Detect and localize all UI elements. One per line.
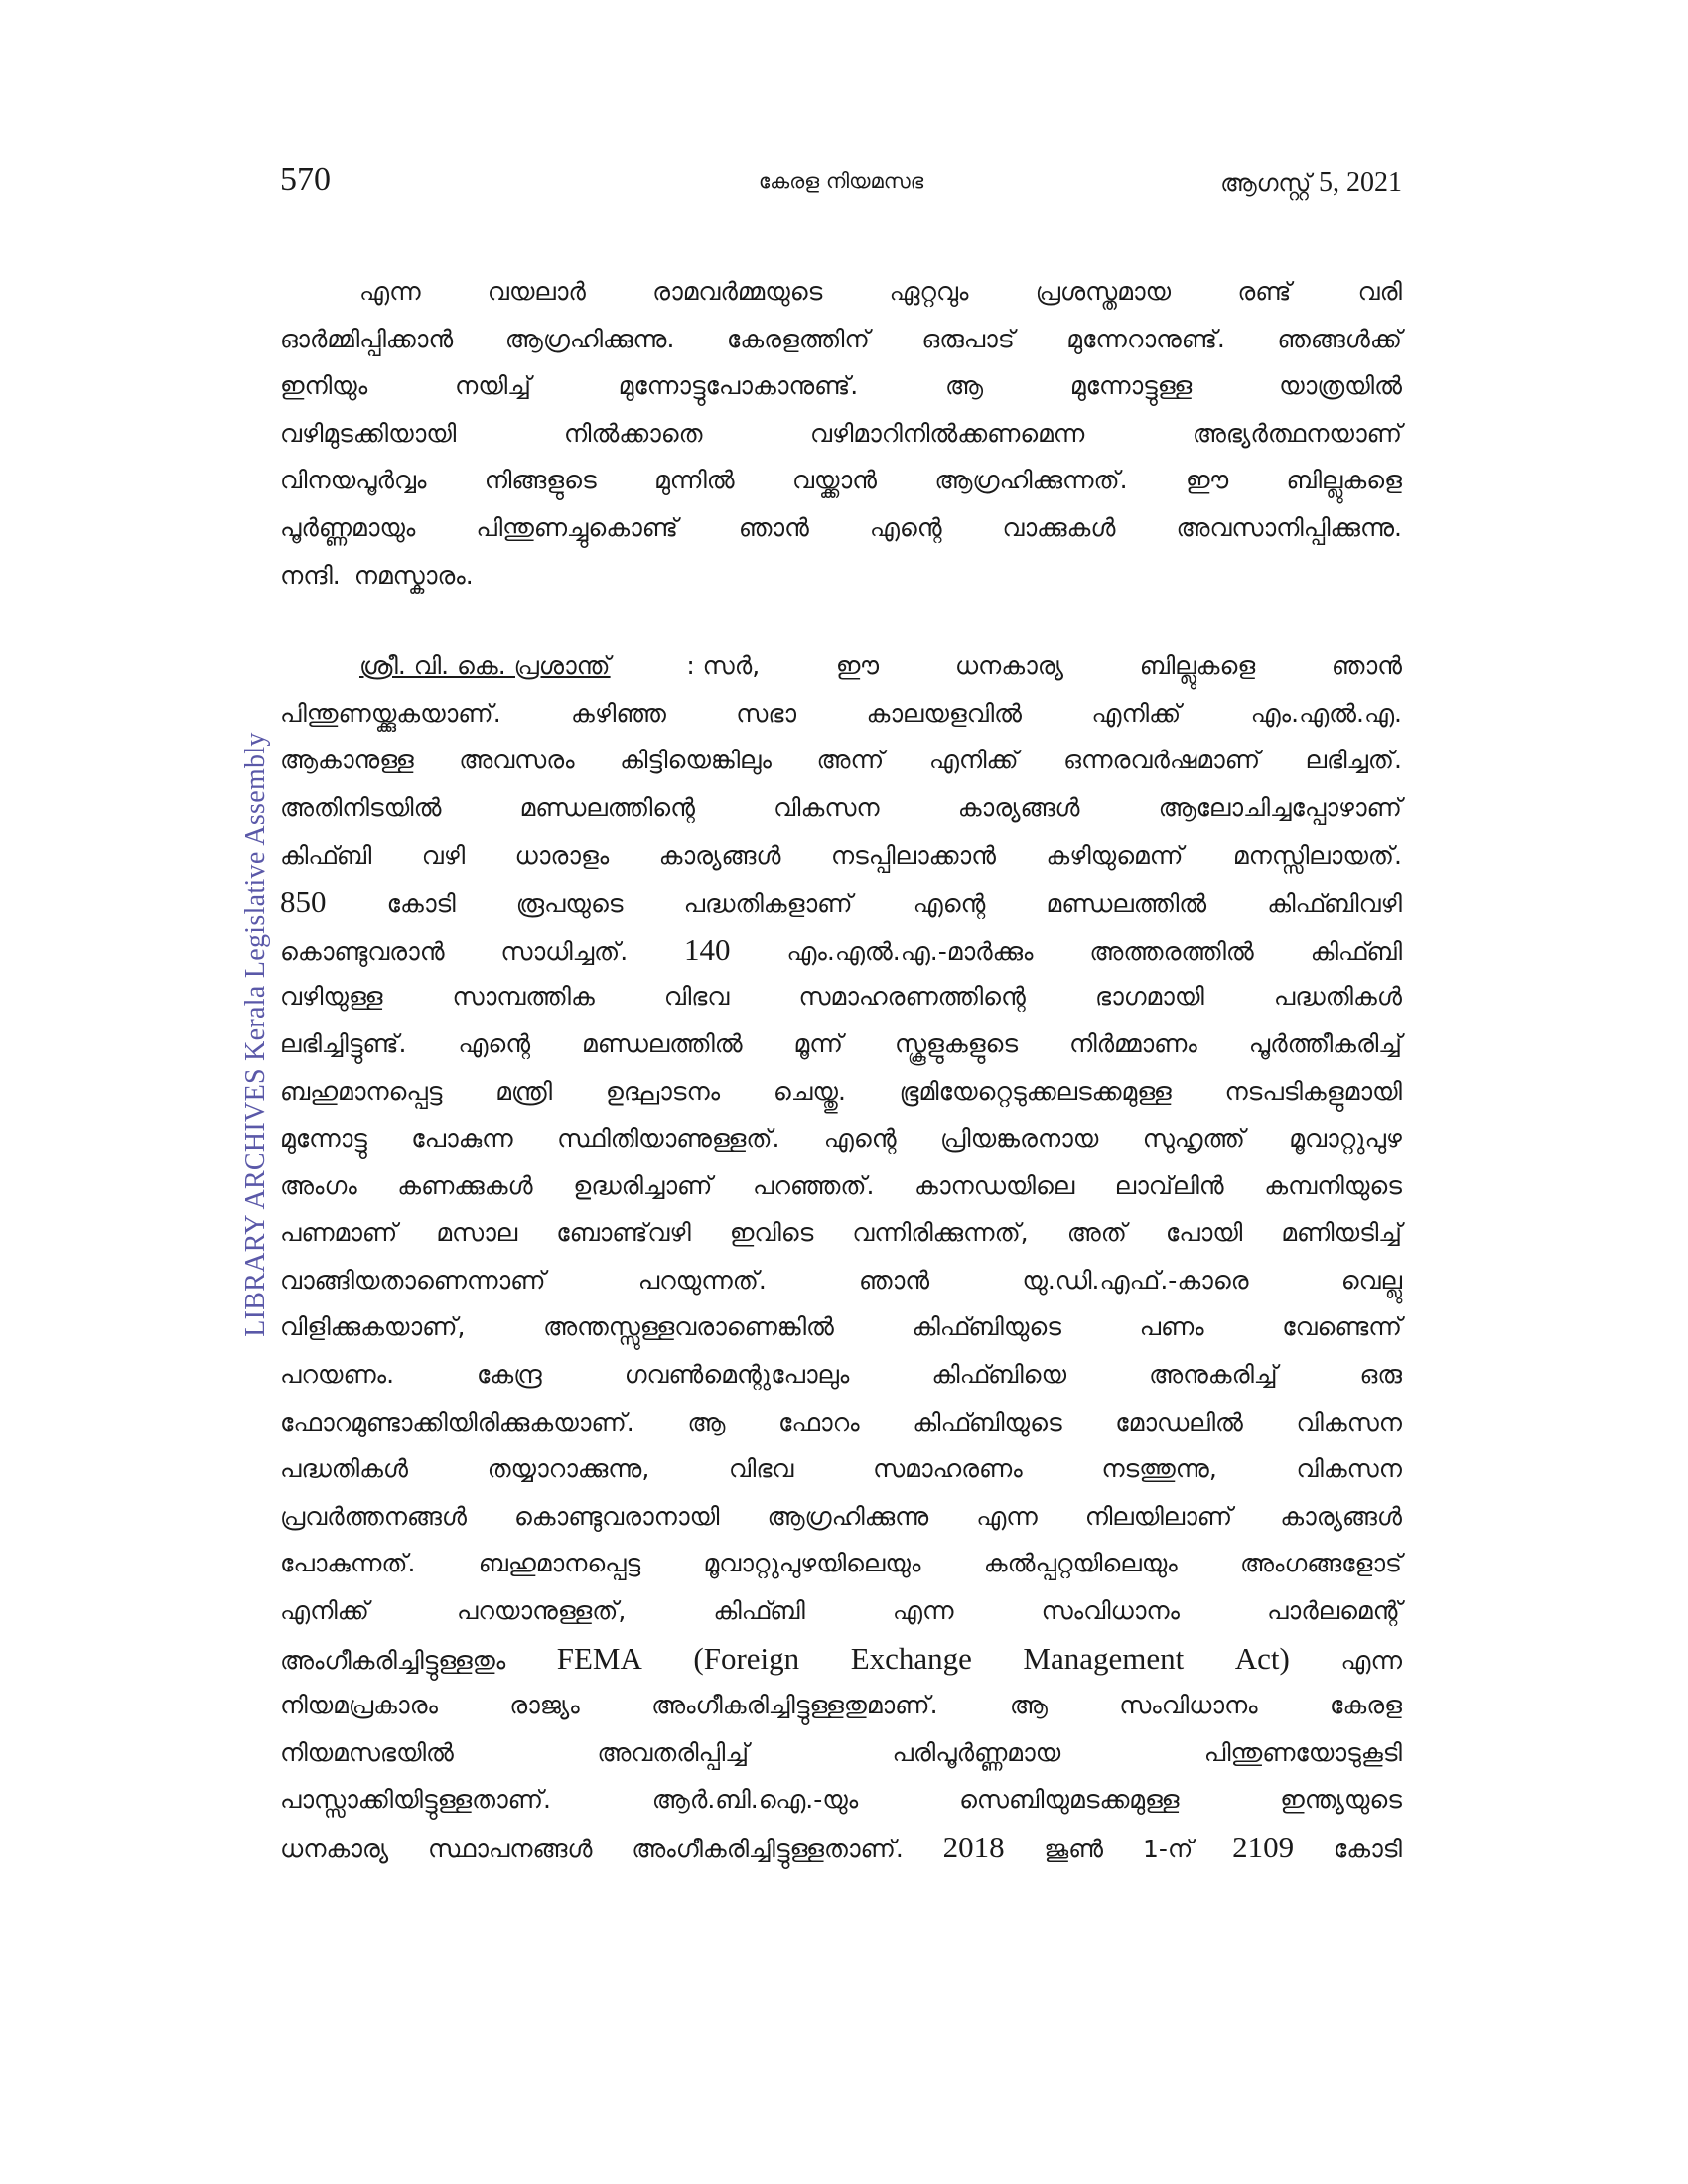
word: വഴി (421, 840, 466, 870)
word: എനിക്ക് (928, 746, 1019, 775)
word: അംഗീകരിച്ചിട്ടുള്ളതും (280, 1645, 506, 1675)
word: കോടി (386, 889, 456, 919)
word: അന്ന് (816, 746, 885, 775)
word: കൊണ്ടുവരാൻ (280, 936, 445, 966)
text-line (280, 1635, 1402, 1683)
paragraph-2 (280, 642, 1402, 1870)
word: ധനകാര്യ (280, 1835, 389, 1863)
text-line (280, 784, 1402, 832)
word: നിങ്ങളുടെ (484, 466, 597, 495)
word: പോകുന്ന (411, 1124, 513, 1154)
text-line (280, 457, 1402, 504)
word: മുന്നേറാനുണ്ട്. (1066, 324, 1225, 353)
word: മൂന്ന് (793, 1028, 844, 1058)
word: സമാഹരണം (873, 1454, 1023, 1484)
text-line (280, 504, 1402, 552)
text-line (280, 410, 1402, 458)
word: അതിനിടയിൽ (280, 792, 442, 822)
word: സഭാ (736, 698, 797, 728)
word: നടത്തുന്നു, (1101, 1454, 1217, 1484)
word: : സർ, (686, 651, 761, 681)
word: വഴിമുടക്കിയായി (280, 418, 457, 448)
word: വിഭവ (728, 1454, 794, 1484)
speaker-name: ശ്രീ. വി. കെ. പ്രശാന്ത് (359, 651, 611, 681)
word: ഒരുപാട് (921, 324, 1015, 353)
word: പോകുന്നത്. (280, 1549, 416, 1578)
word: കോടി (1333, 1835, 1402, 1863)
word: വേണ്ടെന്ന് (1282, 1312, 1402, 1342)
word: എന്ന (976, 1501, 1038, 1531)
word: നിൽക്കാതെ (563, 418, 703, 448)
word: ധനകാര്യ (954, 651, 1064, 681)
word: പദ്ധതികളാണ് (683, 889, 853, 919)
text-line (280, 1209, 1402, 1257)
word: കിഫ്ബിയുടെ (912, 1312, 1061, 1342)
text-line (280, 1824, 1402, 1871)
word: പൂർത്തീകരിച്ച് (1248, 1028, 1402, 1058)
word: പറയാനുള്ളത്, (456, 1596, 627, 1626)
word: അംഗീകരിച്ചിട്ടുള്ളതാണ്. (632, 1835, 904, 1863)
word: ഇനിയും (280, 371, 368, 401)
word: എന്റെ (913, 889, 986, 919)
word: Exchange (850, 1640, 972, 1676)
word: വികസന (1296, 1454, 1402, 1484)
word: കഴിഞ്ഞ (571, 698, 666, 728)
word: പോയി (1165, 1218, 1243, 1248)
word: സമാഹരണത്തിന്റെ (798, 982, 1026, 1012)
word: സാമ്പത്തിക (452, 982, 595, 1012)
word: അവതരിപ്പിച്ച് (597, 1737, 749, 1767)
word: മണ്ഡലത്തിൽ (582, 1028, 743, 1058)
word: സംവിധാനം (1041, 1596, 1181, 1626)
text-line (280, 1115, 1402, 1162)
word: പദ്ധതികൾ (1273, 982, 1402, 1012)
word: കാര്യങ്ങൾ (957, 792, 1080, 822)
text-line (280, 552, 1402, 600)
word: ലഭിച്ചത്. (1305, 746, 1402, 775)
word: രൂപയുടെ (515, 889, 624, 919)
text-line (280, 1162, 1402, 1210)
word: ഭാഗമായി (1094, 982, 1204, 1012)
text-line (280, 1445, 1402, 1493)
word: മണ്ഡലത്തിന്റെ (519, 792, 695, 822)
word: പിന്തുണയ്ക്കുകയാണ്. (280, 698, 501, 728)
paragraph-gap (280, 599, 1402, 642)
word: വികസന (774, 792, 880, 822)
word: നന്ദി. (280, 560, 341, 590)
word: FEMA (556, 1640, 642, 1676)
header-date (1220, 167, 1402, 199)
word: നടപ്പിലാക്കാൻ (830, 840, 996, 870)
header-date-month: ആഗസ്റ്റ് (1220, 169, 1312, 197)
text-line (280, 690, 1402, 738)
word: 1-ന് (1142, 1835, 1194, 1863)
word: പരിപൂർണ്ണമായ (892, 1737, 1061, 1767)
word: ഞങ്ങൾക്ക് (1277, 324, 1402, 353)
word: ആ (687, 1407, 726, 1436)
word: വഴിമാറിനിൽക്കണമെന്ന (810, 418, 1085, 448)
word: അംഗങ്ങളോട് (1240, 1549, 1402, 1578)
word: വിളിക്കുകയാണ്, (280, 1312, 466, 1342)
word: ഒരു (1359, 1360, 1402, 1390)
word: വാങ്ങിയതാണെന്നാണ് (280, 1265, 546, 1295)
word: പറയുന്നത്. (637, 1265, 767, 1295)
text-line (280, 879, 1402, 926)
text-line (280, 926, 1402, 974)
word: പ്രിയങ്കരനായ (939, 1124, 1099, 1154)
word: മുന്നോട്ടുള്ള (1069, 371, 1193, 401)
word: വയ്ക്കാൻ (791, 466, 877, 495)
document-body (280, 268, 1402, 1871)
word: നയിച്ച് (455, 371, 531, 401)
word: മസാല (436, 1218, 518, 1248)
word: കിഫ്ബി (713, 1596, 805, 1626)
text-line (280, 1587, 1402, 1635)
word: നിയമസഭയിൽ (280, 1737, 454, 1767)
word: ലഭിച്ചിട്ടുണ്ട്. (280, 1028, 407, 1058)
word: രണ്ട് (1237, 277, 1292, 306)
word: യാത്രയിൽ (1279, 371, 1402, 401)
word: നിർമ്മാണം (1069, 1028, 1197, 1058)
word: എനിക്ക് (280, 1596, 369, 1626)
word: കൽപ്പറ്റയിലെയും (983, 1549, 1178, 1578)
word: അംഗം (280, 1170, 357, 1200)
word: എന്ന (1340, 1645, 1402, 1675)
word: ഫോറമുണ്ടാക്കിയിരിക്കുകയാണ്. (280, 1407, 634, 1436)
header-date-value: 5, 2021 (1319, 167, 1402, 198)
word: 140 (684, 931, 731, 967)
text-line (280, 1303, 1402, 1351)
word: മൂവാറ്റുപുഴ (1289, 1124, 1402, 1154)
word: ബോണ്ട്‌വഴി (556, 1218, 691, 1248)
word: എനിക്ക് (1091, 698, 1182, 728)
text-line (280, 737, 1402, 784)
word: പറഞ്ഞത്. (752, 1170, 875, 1200)
word: വന്നിരിക്കുന്നത്, (852, 1218, 1029, 1248)
word: മൂവാറ്റുപുഴയിലെയും (703, 1549, 921, 1578)
word: Management (1023, 1640, 1185, 1676)
word: നിയമപ്രകാരം (280, 1691, 438, 1720)
word: എന്ന (892, 1596, 954, 1626)
word: എന്റെ (823, 1124, 897, 1154)
word: ആകാനുള്ള (280, 746, 414, 775)
text-line (280, 1729, 1402, 1777)
word: കാര്യങ്ങൾ (658, 840, 781, 870)
word: പ്രശസ്തമായ (1035, 277, 1172, 306)
word: കഴിയുമെന്ന് (1046, 840, 1184, 870)
word: വഴിയുള്ള (280, 982, 383, 1012)
word: അന്തസ്സുള്ളവരാണെങ്കിൽ (543, 1312, 834, 1342)
word: ധാരാളം (514, 840, 610, 870)
word: ആർ.ബി.ഐ.-യും (651, 1785, 859, 1815)
word: പാർലമെന്റ് (1267, 1596, 1402, 1626)
page-number: 570 (280, 161, 331, 198)
word: പിന്തുണയോടുകൂടി (1203, 1737, 1402, 1767)
word: സ്ഥാപനങ്ങൾ (427, 1835, 593, 1863)
text-line (280, 1399, 1402, 1446)
word: കാര്യങ്ങൾ (1280, 1501, 1402, 1531)
word: കണക്കുകൾ (397, 1170, 533, 1200)
word: നിലയിലാണ് (1084, 1501, 1233, 1531)
word: ആഗ്രഹിക്കുന്നു. (504, 324, 675, 353)
text-line (280, 973, 1402, 1021)
word: വരി (1357, 277, 1402, 306)
word: Act) (1234, 1640, 1290, 1676)
word: അത് (1066, 1218, 1127, 1248)
word: 2109 (1232, 1830, 1295, 1864)
word: ആലോചിച്ചപ്പോഴാണ് (1158, 792, 1402, 822)
word: ആഗ്രഹിക്കുന്നു (767, 1501, 929, 1531)
word: രാജ്യം (509, 1691, 580, 1720)
word: ഒന്നരവർഷമാണ് (1063, 746, 1261, 775)
word: കേരളത്തിന് (726, 324, 870, 353)
word: മണ്ഡലത്തിൽ (1046, 889, 1207, 919)
word: ഓർമ്മിപ്പിക്കാൻ (280, 324, 454, 353)
word: കിഫ്ബിയുടെ (913, 1407, 1062, 1436)
word: ബഹുമാനപ്പെട്ട (478, 1549, 641, 1578)
word: ചെയ്തു. (773, 1076, 846, 1106)
word: ഞാൻ (1331, 651, 1402, 681)
word: പിന്തുണച്ചുകൊണ്ട് (476, 512, 678, 542)
word: മന്ത്രി (495, 1076, 553, 1106)
word: ഭൂമിയേറ്റെടുക്കലടക്കമുള്ള (899, 1076, 1172, 1106)
word: പ്രവർത്തനങ്ങൾ (280, 1501, 467, 1531)
word: എം.എൽ.എ. (1250, 698, 1402, 728)
word: ഏറ്റവും (889, 277, 969, 306)
word: നടപടികളുമായി (1224, 1076, 1402, 1106)
text-line (280, 1351, 1402, 1399)
word: എന്റെ (458, 1028, 531, 1058)
word: മുന്നോട്ടുപോകാനുണ്ട്. (618, 371, 859, 401)
word: മണിയടിച്ച് (1281, 1218, 1402, 1248)
page-header (280, 161, 1402, 210)
word: പറയണം. (280, 1360, 395, 1390)
text-line (280, 1776, 1402, 1824)
word: യു.ഡി.എഫ്.-കാരെ (1022, 1265, 1249, 1295)
word: ഞാൻ (738, 512, 809, 542)
word: ഫോറം (777, 1407, 860, 1436)
word: ആ (945, 371, 984, 401)
text-line (280, 268, 1402, 316)
word: പദ്ധതികൾ (280, 1454, 409, 1484)
word: സ്കൂളുകളുടെ (894, 1028, 1019, 1058)
word: തയ്യാറാക്കുന്നു, (487, 1454, 650, 1484)
paragraph-1 (280, 268, 1402, 599)
word: വാക്കുകൾ (1002, 512, 1116, 542)
word: ഇവിടെ (729, 1218, 814, 1248)
word: രാമവർമ്മയുടെ (652, 277, 823, 306)
word: കേരള (1330, 1691, 1402, 1720)
word: എം.എൽ.എ.-മാർക്കും (786, 936, 1034, 966)
word: ഗവൺമെന്റുപോലും (624, 1360, 850, 1390)
word: ബില്ലുകളെ (1139, 651, 1256, 681)
text-line (280, 316, 1402, 363)
word: അഭ്യർത്ഥനയാണ് (1192, 418, 1402, 448)
word: ബില്ലുകളെ (1286, 466, 1402, 495)
word: അവസരം (459, 746, 575, 775)
archive-watermark: LIBRARY ARCHIVES Kerala Legislative Assembly (240, 732, 271, 1337)
word: വിഭവ (663, 982, 730, 1012)
word: പണം (1139, 1312, 1204, 1342)
word: വയലാർ (487, 277, 586, 306)
word: അവസാനിപ്പിക്കുന്നു. (1176, 512, 1402, 542)
text-line (280, 1021, 1402, 1068)
text-line (280, 642, 1402, 690)
word: സംവിധാനം (1119, 1691, 1258, 1720)
word: 2018 (942, 1830, 1005, 1864)
word: സുഹൃത്ത് (1142, 1124, 1245, 1154)
word: സാധിച്ചത്. (500, 936, 629, 966)
word: പാസ്സാക്കിയിട്ടുള്ളതാണ്. (280, 1785, 551, 1815)
word: കിഫ്ബിവഴി (1267, 889, 1402, 919)
word: ലാവ്‌ലിൻ (1114, 1170, 1224, 1200)
word: അനുകരിച്ച് (1149, 1360, 1278, 1390)
word: വിനയപൂർവ്വം (280, 466, 427, 495)
word: കേന്ദ്ര (477, 1360, 542, 1390)
word: കിഫ്ബിയെ (931, 1360, 1067, 1390)
word: സെബിയുമടക്കമുള്ള (959, 1785, 1180, 1815)
word: കമ്പനിയുടെ (1264, 1170, 1402, 1200)
text-line (280, 362, 1402, 410)
word: (Foreign (693, 1640, 800, 1676)
word: അംഗീകരിച്ചിട്ടുള്ളതുമാണ്. (651, 1691, 938, 1720)
word: ഇന്ത്യയുടെ (1280, 1785, 1402, 1815)
word: ഉദ്ധരിച്ചാണ് (573, 1170, 713, 1200)
word: കിഫ്ബി (280, 840, 372, 870)
word: ആ (1009, 1691, 1048, 1720)
word: മുന്നിൽ (654, 466, 735, 495)
word: സ്ഥിതിയാണുള്ളത്. (557, 1124, 780, 1154)
word: പണമാണ് (280, 1218, 398, 1248)
word: മോഡലിൽ (1115, 1407, 1243, 1436)
word: 850 (280, 885, 327, 920)
word: ഈ (1185, 466, 1229, 495)
word: മുന്നോട്ടു (280, 1124, 367, 1154)
word: കിട്ടിയെങ്കിലും (620, 746, 773, 775)
text-line (280, 1682, 1402, 1729)
word: എന്റെ (869, 512, 942, 542)
word: എന്ന (359, 277, 421, 306)
word: ജൂൺ (1044, 1835, 1104, 1863)
text-line (280, 1540, 1402, 1587)
text-line (280, 832, 1402, 880)
word: അത്തരത്തിൽ (1089, 936, 1254, 966)
word: കാനഡയിലെ (914, 1170, 1075, 1200)
word: ഞാൻ (859, 1265, 930, 1295)
word: കിഫ്ബി (1310, 936, 1402, 966)
word: കാലയളവിൽ (866, 698, 1022, 728)
word: ഈ (835, 651, 880, 681)
text-line (280, 1257, 1402, 1304)
running-title: കേരള നിയമസഭ (758, 169, 924, 193)
word: പൂർണ്ണമായും (280, 512, 416, 542)
word: വെല്ലു (1340, 1265, 1402, 1295)
word: വികസന (1296, 1407, 1402, 1436)
word: കൊണ്ടുവരാനായി (513, 1501, 720, 1531)
text-line (280, 1068, 1402, 1116)
word: മനസ്സിലായത്. (1232, 840, 1402, 870)
word: ബഹുമാനപ്പെട്ട (280, 1076, 443, 1106)
text-line (280, 1493, 1402, 1541)
word: നമസ്കാരം. (353, 560, 474, 590)
word: ഉദ്ഘാടനം (605, 1076, 721, 1106)
word: ആഗ്രഹിക്കുന്നത്. (934, 466, 1128, 495)
